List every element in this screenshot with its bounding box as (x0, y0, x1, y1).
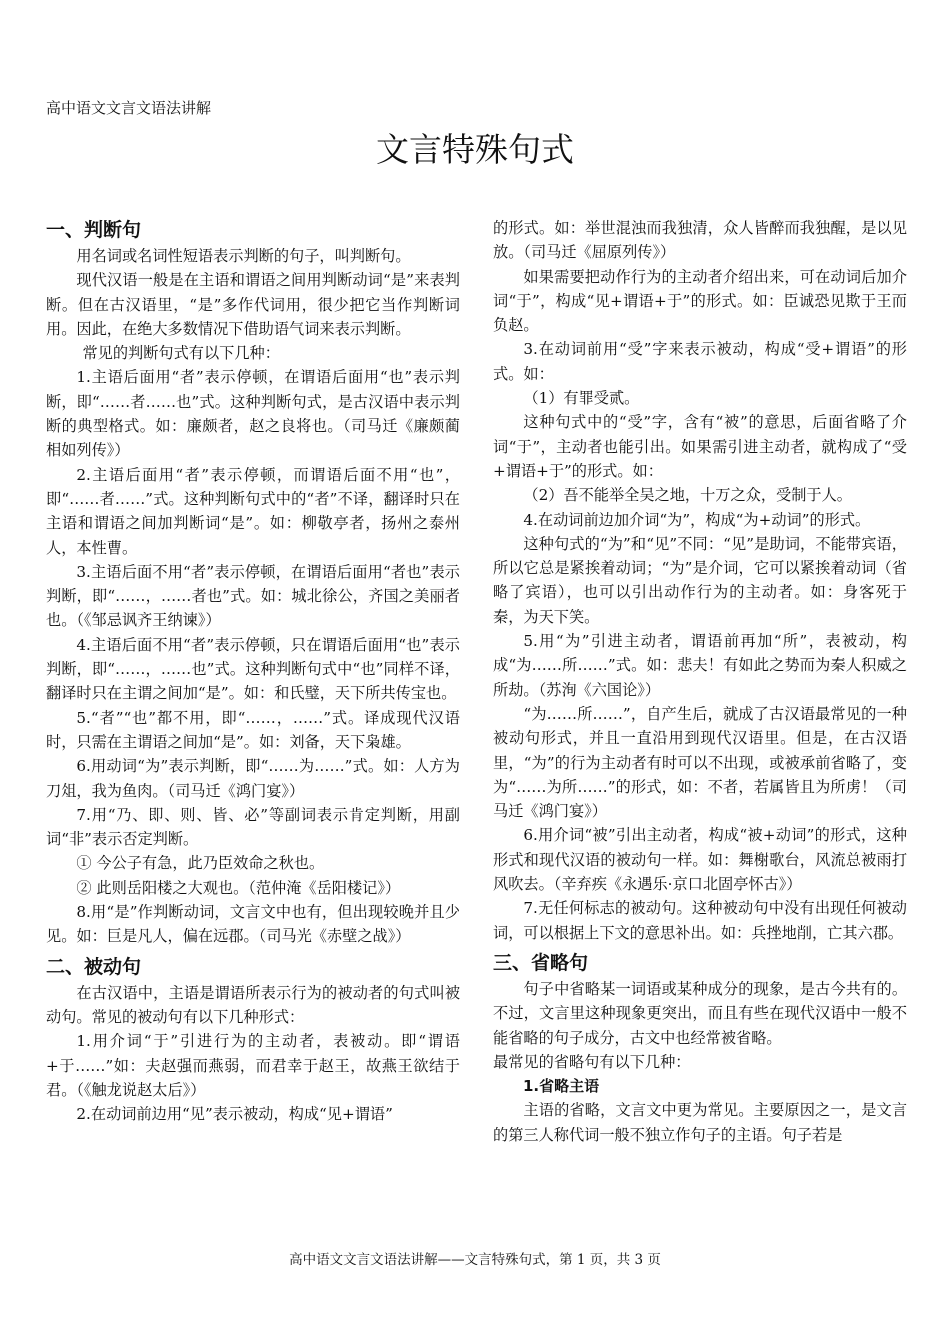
paragraph: 3.在动词前用“受”字来表示被动，构成“受+谓语”的形式。如： (493, 340, 907, 383)
paragraph: 5.“者”“也”都不用，即“……，……”式。译成现代汉语时，只需在主谓语之间加“是”。如：刘备，天下枭雄。 (46, 708, 460, 751)
section-heading-judgment: 一、判断句 (46, 219, 142, 241)
paragraph: 7.用“乃、即、则、皆、必”等副词表示肯定判断，用副词“非”表示否定判断。 (46, 805, 460, 849)
left-column (46, 216, 460, 1126)
paragraph: 最常见的省略句有以下几种： (493, 1052, 691, 1071)
paragraph: 常见的判断句式有以下几种： (82, 344, 280, 363)
running-header: 高中语文文言文语法讲解 (46, 99, 212, 117)
paragraph: 这种句式中的“受”字，含有“被”的意思，后面省略了介词“于”，主动者也能引出。如果需引进主动者，就构成了“受+谓语+于”的形式。如： (493, 413, 907, 480)
example-item: （1）有罪受贰。 (523, 389, 640, 408)
paragraph: 6.用介词“被”引出主动者，构成“被+动词”的形式，这种形式和现代汉语的被动句一样。如：舞榭歌台，风流总被雨打风吹去。（辛弃疾《永遇乐·京口北固亭怀古》） (493, 826, 907, 894)
right-column (493, 216, 907, 1147)
paragraph: 的形式。如：举世混浊而我独清，众人皆醉而我独醒，是以见放。（司马迁《屈原列传》） (493, 219, 907, 262)
paragraph: “为……所……”，自产生后，就成了古汉语最常见的一种被动句形式，并且一直沿用到现代汉语里。但是，在古汉语里，“为”的行为主动者有时可以不出现，或被承前省略了，变为“……为所……”的形式，如：不者，若属皆且为所虏！（司马迁《鸿门宴》） (493, 704, 907, 821)
paragraph: 3.主语后面不用“者”表示停顿，在谓语后面用“者也”表示判断，即“……，……者也”式。如：城北徐公，齐国之美丽者也。（《邹忌讽齐王纳谏》） (46, 562, 460, 630)
paragraph: 在古汉语中，主语是谓语所表示行为的被动者的句式叫被动句。常见的被动句有以下几种形式： (46, 983, 460, 1026)
paragraph: 2.在动词前边用“见”表示被动，构成“见+谓语” (76, 1105, 393, 1124)
paragraph: 8.用“是”作判断动词，文言文中也有，但出现较晚并且少见。如：巨是凡人，偏在远郡。（司马光《赤壁之战》） (46, 903, 460, 946)
subsection-heading: 1.省略主语 (523, 1077, 600, 1096)
page-footer: 高中语文文言文语法讲解——文言特殊句式，第 1 页，共 3 页 (289, 1252, 661, 1268)
paragraph: 1.用介词“于”引进行为的主动者，表被动。即“谓语+于……”如：夫赵强而燕弱，而君幸于赵王，故燕王欲结于君。（《触龙说赵太后》） (46, 1032, 460, 1099)
paragraph: 现代汉语一般是在主语和谓语之间用判断动词“是”来表判断。但在古汉语里，“是”多作代词用，很少把它当作判断词用。因此，在绝大多数情况下借助语气词来表示判断。 (46, 271, 460, 338)
paragraph: 句子中省略某一词语或某种成分的现象，是古今共有的。不过，文言里这种现象更突出，而且有些在现代汉语中一般不能省略的句子成分，古文中也经常被省略。 (493, 979, 907, 1047)
paragraph: 主语的省略，文言文中更为常见。主要原因之一，是文言的第三人称代词一般不独立作句子的主语。句子若是 (493, 1101, 907, 1144)
paragraph: 用名词或名词性短语表示判断的句子，叫判断句。 (76, 247, 411, 265)
paragraph: 5.用“为”引进主动者，谓语前再加“所”，表被动，构成“为……所……”式。如：悲夫！有如此之势而为秦人积威之所劫。（苏洵《六国论》） (493, 632, 907, 699)
paragraph: 4.在动词前边加介词“为”，构成“为+动词”的形式。 (523, 510, 871, 529)
paragraph: 2.主语后面用“者”表示停顿，而谓语后面不用“也”，即“……者……”式。这种判断句式中的“者”不译，翻译时只在主语和谓语之间加判断词“是”。如：柳敬亭者，扬州之泰州人，本性曹。 (46, 465, 460, 557)
paragraph: 7.无任何标志的被动句。这种被动句中没有出现任何被动词，可以根据上下文的意思补出。如：兵挫地削，亡其六郡。 (493, 899, 907, 942)
paragraph: 4.主语后面不用“者”表示停顿，只在谓语后面用“也”表示判断，即“……，……也”式。这种判断句式中“也”同样不译，翻译时只在主谓之间加“是”。如：和氏璧，天下所共传宝也。 (46, 635, 460, 703)
example-item: ① 今公子有急，此乃臣效命之秋也。 (76, 854, 325, 873)
page-title: 文言特殊句式 (376, 130, 574, 169)
paragraph: 6.用动词“为”表示判断，即“……为……”式。如：人方为刀俎，我为鱼肉。（司马迁《鸿门宴》） (46, 757, 460, 800)
section-heading-ellipsis: 三、省略句 (493, 951, 589, 974)
paragraph: 这种句式的“为”和“见”不同：“见”是助词，不能带宾语，所以它总是紧挨着动词；“为”是介词，它可以紧挨着动词（省略了宾语），也可以引出动作行为的主动者。如：身客死于秦，为天下笑。 (493, 534, 907, 626)
paragraph: 如果需要把动作行为的主动者介绍出来，可在动词后加介词“于”，构成“见+谓语+于”的形式。如：臣诚恐见欺于王而负赵。 (493, 267, 907, 335)
example-item: （2）吾不能举全吴之地，十万之众，受制于人。 (523, 486, 852, 505)
section-heading-passive: 二、被动句 (46, 955, 142, 978)
paragraph: 1.主语后面用“者”表示停顿，在谓语后面用“也”表示判断，即“……者……也”式。这种判断句式，是古汉语中表示判断的典型格式。如：廉颇者，赵之良将也。（司马迁《廉颇蔺相如列传》） (46, 368, 460, 460)
example-item: ② 此则岳阳楼之大观也。（范仲淹《岳阳楼记》） (76, 878, 401, 897)
